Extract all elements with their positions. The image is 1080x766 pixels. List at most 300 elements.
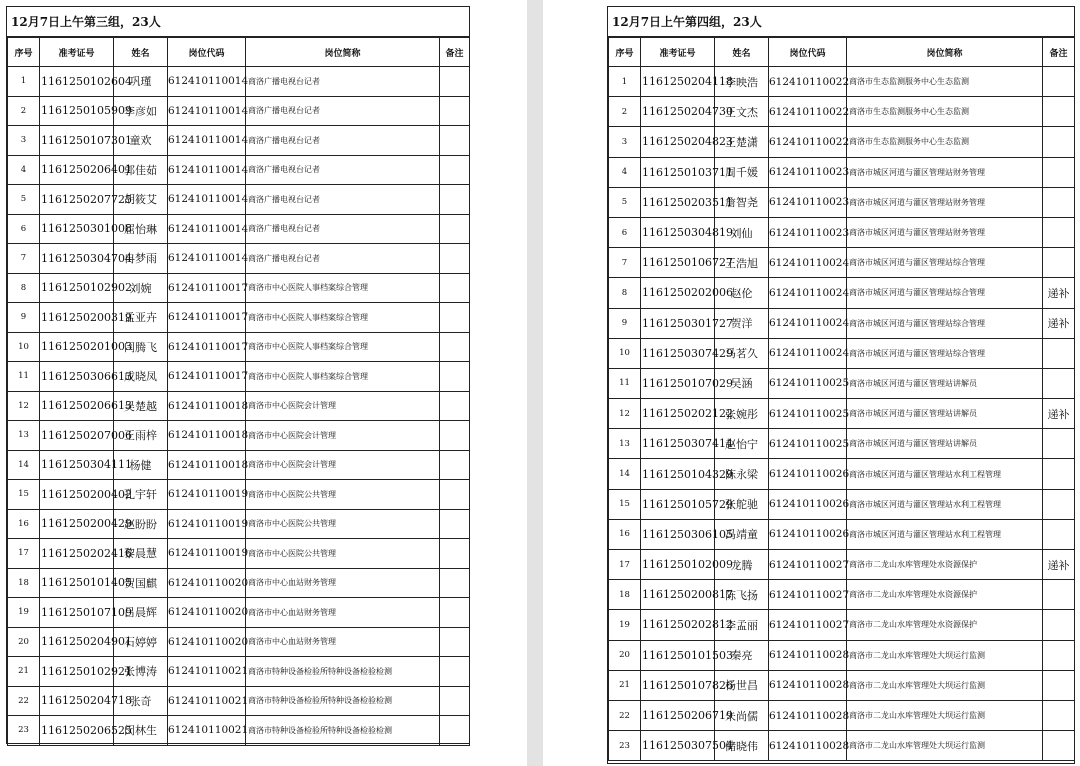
row-seq: 6: [8, 214, 40, 244]
header-seq: 序号: [609, 38, 641, 67]
row-exam-no: 1161250202812: [641, 610, 715, 640]
row-name: 秦亮: [715, 640, 769, 670]
row-name: 赵怡宁: [715, 429, 769, 459]
row-note: [440, 273, 470, 303]
row-seq: 16: [8, 509, 40, 539]
table-row: [609, 519, 1075, 549]
table-row: [609, 187, 1075, 217]
row-name: 成晓凤: [114, 362, 168, 392]
table-row: [609, 67, 1075, 97]
row-position: 商洛市二龙山水库管理处大坝运行监测: [847, 670, 1043, 700]
row-position-code: 612410110014: [168, 214, 246, 244]
row-exam-no: 1161250101405: [40, 568, 114, 598]
row-name: 刘婉: [114, 273, 168, 303]
row-seq: 22: [609, 700, 641, 730]
row-position-code: 612410110019: [168, 509, 246, 539]
row-position: 商洛市中心血站财务管理: [246, 568, 440, 598]
row-seq: 1: [8, 67, 40, 97]
row-note: [440, 568, 470, 598]
row-seq: 14: [609, 459, 641, 489]
row-position-code: 612410110017: [168, 332, 246, 362]
row-position: 商洛市二龙山水库管理处大坝运行监测: [847, 700, 1043, 730]
row-name: 郭佳茹: [114, 155, 168, 185]
row-position: 商洛市二龙山水库管理处水资源保护: [847, 610, 1043, 640]
row-position-code: 612410110024: [769, 248, 847, 278]
table-row: [8, 598, 470, 628]
row-exam-no: 1161250204823: [641, 127, 715, 157]
row-seq: 8: [8, 273, 40, 303]
table-row: [609, 278, 1075, 308]
row-note: [440, 332, 470, 362]
row-name: 孔宇轩: [114, 480, 168, 510]
row-note: [440, 686, 470, 716]
row-exam-no: 1161250102921: [40, 657, 114, 687]
row-exam-no: 1161250203511: [641, 187, 715, 217]
row-position: 商洛广播电视台记者: [246, 185, 440, 215]
row-position-code: 612410110021: [168, 716, 246, 746]
row-seq: 11: [8, 362, 40, 392]
row-position-code: 612410110027: [769, 580, 847, 610]
row-note: [440, 185, 470, 215]
row-exam-no: 1161250306613: [40, 362, 114, 392]
row-exam-no: 1161250304704: [40, 244, 114, 274]
table-row: [609, 489, 1075, 519]
table-row: [8, 509, 470, 539]
row-seq: 21: [609, 670, 641, 700]
row-name: 闫腾飞: [114, 332, 168, 362]
row-exam-no: 1161250202416: [40, 539, 114, 569]
table-row: [609, 429, 1075, 459]
row-position-code: 612410110022: [769, 127, 847, 157]
row-exam-no: 1161250200402: [40, 480, 114, 510]
row-note: [1043, 368, 1075, 398]
row-position: 商洛市中心医院会计管理: [246, 421, 440, 451]
row-position: 商洛市城区河道与灌区管理站水利工程管理: [847, 459, 1043, 489]
row-seq: 5: [609, 187, 641, 217]
row-name: 李彦如: [114, 96, 168, 126]
row-position: 商洛市生态监测服务中心生态监测: [847, 97, 1043, 127]
table-row: [609, 700, 1075, 730]
row-seq: 18: [609, 580, 641, 610]
row-position-code: 612410110021: [168, 686, 246, 716]
row-name: 王雨梓: [114, 421, 168, 451]
row-note: [440, 362, 470, 392]
row-note: [1043, 700, 1075, 730]
candidate-table: [7, 37, 470, 746]
table-row: [8, 273, 470, 303]
table-row: [8, 362, 470, 392]
row-exam-no: 1161250204118: [641, 67, 715, 97]
table-header-row: [8, 38, 470, 67]
row-position-code: 612410110014: [168, 96, 246, 126]
row-note: [1043, 519, 1075, 549]
row-note: [440, 480, 470, 510]
row-exam-no: 1161250206401: [40, 155, 114, 185]
row-position: 商洛市中心医院公共管理: [246, 509, 440, 539]
table-row: [8, 421, 470, 451]
row-exam-no: 1161250306105: [641, 519, 715, 549]
row-position-code: 612410110028: [769, 731, 847, 761]
row-position-code: 612410110028: [769, 700, 847, 730]
table-row: [609, 127, 1075, 157]
row-note: [440, 598, 470, 628]
row-name: 陈飞扬: [715, 580, 769, 610]
row-position: 商洛市城区河道与灌区管理站讲解员: [847, 399, 1043, 429]
row-seq: 3: [8, 126, 40, 156]
row-exam-no: 1161250104329: [641, 459, 715, 489]
table-row: [609, 670, 1075, 700]
row-name: 张奇: [114, 686, 168, 716]
row-name: 张舵驰: [715, 489, 769, 519]
row-note: [440, 450, 470, 480]
row-note: [1043, 157, 1075, 187]
row-name: 周千媛: [715, 157, 769, 187]
row-seq: 17: [609, 550, 641, 580]
row-note: [1043, 489, 1075, 519]
left-page: [0, 0, 527, 766]
row-position: 商洛广播电视台记者: [246, 244, 440, 274]
row-note: [440, 716, 470, 746]
row-note: [1043, 670, 1075, 700]
row-name: 吕晨辉: [114, 598, 168, 628]
row-seq: 10: [8, 332, 40, 362]
row-seq: 7: [8, 244, 40, 274]
row-exam-no: 1161250105729: [641, 489, 715, 519]
row-exam-no: 1161250107109: [40, 598, 114, 628]
row-position-code: 612410110014: [168, 185, 246, 215]
row-note: [1043, 127, 1075, 157]
row-position-code: 612410110014: [168, 67, 246, 97]
row-position-code: 612410110017: [168, 362, 246, 392]
table-row: [8, 303, 470, 333]
row-exam-no: 1161250301008: [40, 214, 114, 244]
table-row: [8, 686, 470, 716]
row-exam-no: 1161250102009: [641, 550, 715, 580]
row-exam-no: 1161250107826: [641, 670, 715, 700]
row-exam-no: 1161250106727: [641, 248, 715, 278]
row-name: 吴楚越: [114, 391, 168, 421]
row-seq: 23: [8, 716, 40, 746]
row-note: 递补: [1043, 278, 1075, 308]
row-exam-no: 1161250102902: [40, 273, 114, 303]
row-position: 商洛市二龙山水库管理处水资源保护: [847, 550, 1043, 580]
table-body: [8, 67, 470, 746]
table-row: [609, 731, 1075, 761]
header-code: 岗位代码: [769, 38, 847, 67]
row-position: 商洛市二龙山水库管理处大坝运行监测: [847, 731, 1043, 761]
row-name: 孟亚卉: [114, 303, 168, 333]
row-exam-no: 1161250103711: [641, 157, 715, 187]
row-exam-no: 1161250105909: [40, 96, 114, 126]
header-name: 姓名: [114, 38, 168, 67]
header-seq: 序号: [8, 38, 40, 67]
table-row: [609, 550, 1075, 580]
row-position: 商洛市城区河道与灌区管理站讲解员: [847, 429, 1043, 459]
row-name: 冯靖童: [715, 519, 769, 549]
row-seq: 2: [8, 96, 40, 126]
row-position-code: 612410110020: [168, 568, 246, 598]
row-seq: 7: [609, 248, 641, 278]
row-note: [440, 155, 470, 185]
row-note: [440, 421, 470, 451]
row-name: 屈怡琳: [114, 214, 168, 244]
row-position-code: 612410110026: [769, 519, 847, 549]
row-name: 杨健: [114, 450, 168, 480]
row-seq: 10: [609, 338, 641, 368]
row-position: 商洛广播电视台记者: [246, 214, 440, 244]
row-note: 递补: [1043, 399, 1075, 429]
row-position-code: 612410110022: [769, 97, 847, 127]
row-note: [1043, 248, 1075, 278]
row-exam-no: 1161250206613: [40, 391, 114, 421]
row-note: [1043, 429, 1075, 459]
row-seq: 4: [609, 157, 641, 187]
row-seq: 1: [609, 67, 641, 97]
row-position: 商洛市中心医院人事档案综合管理: [246, 362, 440, 392]
row-position: 商洛市中心医院公共管理: [246, 480, 440, 510]
row-exam-no: 1161250202122: [641, 399, 715, 429]
table-body: [609, 67, 1075, 761]
row-note: [440, 96, 470, 126]
table-row: [8, 657, 470, 687]
header-note: 备注: [440, 38, 470, 67]
row-seq: 21: [8, 657, 40, 687]
row-seq: 4: [8, 155, 40, 185]
row-position: 商洛市城区河道与灌区管理站财务管理: [847, 217, 1043, 247]
row-position: 商洛市城区河道与灌区管理站综合管理: [847, 308, 1043, 338]
row-position-code: 612410110018: [168, 421, 246, 451]
row-position: 商洛市中心医院会计管理: [246, 391, 440, 421]
header-note: 备注: [1043, 38, 1075, 67]
row-position-code: 612410110024: [769, 338, 847, 368]
row-position: 商洛市中心医院公共管理: [246, 539, 440, 569]
table-row: [609, 399, 1075, 429]
row-position-code: 612410110027: [769, 610, 847, 640]
row-position: 商洛市中心医院人事档案综合管理: [246, 332, 440, 362]
row-name: 童欢: [114, 126, 168, 156]
table-row: [609, 308, 1075, 338]
table-row: [609, 610, 1075, 640]
row-position-code: 612410110017: [168, 273, 246, 303]
right-page: [543, 0, 1080, 766]
row-seq: 11: [609, 368, 641, 398]
row-note: [440, 67, 470, 97]
table-row: [609, 368, 1075, 398]
row-exam-no: 1161250206719: [641, 700, 715, 730]
row-note: [1043, 187, 1075, 217]
row-position-code: 612410110018: [168, 450, 246, 480]
row-position-code: 612410110023: [769, 157, 847, 187]
row-position-code: 612410110014: [168, 126, 246, 156]
row-note: [1043, 97, 1075, 127]
table-row: [8, 185, 470, 215]
row-note: [1043, 580, 1075, 610]
row-position: 商洛广播电视台记者: [246, 96, 440, 126]
table-row: [8, 568, 470, 598]
row-seq: 13: [609, 429, 641, 459]
row-name: 杨世昌: [715, 670, 769, 700]
row-position-code: 612410110024: [769, 278, 847, 308]
row-position: 商洛市中心医院人事档案综合管理: [246, 303, 440, 333]
table-row: [8, 391, 470, 421]
row-position: 商洛市城区河道与灌区管理站综合管理: [847, 338, 1043, 368]
table-row: [8, 539, 470, 569]
row-exam-no: 1161250101503: [641, 640, 715, 670]
row-position: 商洛市生态监测服务中心生态监测: [847, 67, 1043, 97]
row-note: [1043, 459, 1075, 489]
row-position-code: 612410110020: [168, 598, 246, 628]
row-position-code: 612410110017: [168, 303, 246, 333]
row-position: 商洛市中心医院会计管理: [246, 450, 440, 480]
table-row: [8, 155, 470, 185]
row-position: 商洛市特种设备检验所特种设备检验检测: [246, 686, 440, 716]
row-note: 递补: [1043, 308, 1075, 338]
row-name: 李映浩: [715, 67, 769, 97]
row-name: 刘仙: [715, 217, 769, 247]
row-exam-no: 1161250204718: [40, 686, 114, 716]
row-seq: 12: [609, 399, 641, 429]
row-position: 商洛市二龙山水库管理处水资源保护: [847, 580, 1043, 610]
table-row: [8, 627, 470, 657]
table-row: [8, 126, 470, 156]
header-position: 岗位简称: [847, 38, 1043, 67]
table-row: [8, 332, 470, 362]
row-seq: 17: [8, 539, 40, 569]
row-position-code: 612410110014: [168, 155, 246, 185]
row-position-code: 612410110019: [168, 480, 246, 510]
table-row: [8, 716, 470, 746]
row-position: 商洛市城区河道与灌区管理站综合管理: [847, 278, 1043, 308]
header-code: 岗位代码: [168, 38, 246, 67]
row-position-code: 612410110023: [769, 217, 847, 247]
row-position: 商洛市特种设备检验所特种设备检验检测: [246, 657, 440, 687]
group-title: 12月7日上午第四组，23人: [608, 7, 1074, 37]
row-position-code: 612410110020: [168, 627, 246, 657]
row-seq: 2: [609, 97, 641, 127]
row-position: 商洛市城区河道与灌区管理站水利工程管理: [847, 489, 1043, 519]
row-name: 赵伦: [715, 278, 769, 308]
row-name: 李孟丽: [715, 610, 769, 640]
table-row: [609, 459, 1075, 489]
row-name: 黎晨慧: [114, 539, 168, 569]
row-seq: 19: [609, 610, 641, 640]
row-exam-no: 1161250307414: [641, 429, 715, 459]
page-gap: [527, 0, 543, 766]
row-exam-no: 1161250307504: [641, 731, 715, 761]
row-seq: 20: [609, 640, 641, 670]
row-name: 王文杰: [715, 97, 769, 127]
row-name: 张婉彤: [715, 399, 769, 429]
row-position: 商洛市中心血站财务管理: [246, 627, 440, 657]
row-position-code: 612410110026: [769, 459, 847, 489]
row-name: 朱尚儒: [715, 700, 769, 730]
row-exam-no: 1161250201003: [40, 332, 114, 362]
row-name: 王浩旭: [715, 248, 769, 278]
row-position-code: 612410110028: [769, 670, 847, 700]
row-note: 递补: [1043, 550, 1075, 580]
row-note: [440, 657, 470, 687]
row-position: 商洛广播电视台记者: [246, 67, 440, 97]
row-exam-no: 1161250202006: [641, 278, 715, 308]
row-name: 石婷婷: [114, 627, 168, 657]
table-row: [609, 217, 1075, 247]
row-seq: 9: [8, 303, 40, 333]
row-position-code: 612410110023: [769, 187, 847, 217]
row-note: [440, 244, 470, 274]
row-position-code: 612410110022: [769, 67, 847, 97]
row-exam-no: 1161250200429: [40, 509, 114, 539]
row-seq: 6: [609, 217, 641, 247]
row-seq: 15: [8, 480, 40, 510]
row-position: 商洛市城区河道与灌区管理站水利工程管理: [847, 519, 1043, 549]
row-note: [440, 391, 470, 421]
row-seq: 20: [8, 627, 40, 657]
row-exam-no: 1161250307429: [641, 338, 715, 368]
candidate-table: [608, 37, 1075, 761]
row-note: [440, 627, 470, 657]
row-seq: 9: [609, 308, 641, 338]
row-seq: 19: [8, 598, 40, 628]
table-row: [609, 97, 1075, 127]
row-exam-no: 1161250107301: [40, 126, 114, 156]
table-header-row: [609, 38, 1075, 67]
row-exam-no: 1161250200817: [641, 580, 715, 610]
row-name: 陈永梁: [715, 459, 769, 489]
row-exam-no: 1161250206525: [40, 716, 114, 746]
row-name: 王楚潇: [715, 127, 769, 157]
row-position-code: 612410110025: [769, 368, 847, 398]
row-note: [440, 303, 470, 333]
header-name: 姓名: [715, 38, 769, 67]
row-note: [1043, 640, 1075, 670]
table-row: [8, 480, 470, 510]
table-row: [609, 248, 1075, 278]
row-seq: 8: [609, 278, 641, 308]
row-seq: 22: [8, 686, 40, 716]
row-position: 商洛广播电视台记者: [246, 155, 440, 185]
row-position: 商洛市城区河道与灌区管理站财务管理: [847, 157, 1043, 187]
row-position-code: 612410110025: [769, 399, 847, 429]
table-row: [8, 214, 470, 244]
row-name: 闵林生: [114, 716, 168, 746]
row-name: 吴涵: [715, 368, 769, 398]
row-exam-no: 1161250200319: [40, 303, 114, 333]
row-note: [1043, 217, 1075, 247]
row-exam-no: 1161250107029: [641, 368, 715, 398]
row-position-code: 612410110026: [769, 489, 847, 519]
row-name: 冉梦雨: [114, 244, 168, 274]
row-name: 贺洋: [715, 308, 769, 338]
row-exam-no: 1161250204730: [641, 97, 715, 127]
row-note: [1043, 610, 1075, 640]
row-note: [440, 126, 470, 156]
table-row: [8, 244, 470, 274]
header-exam-no: 准考证号: [641, 38, 715, 67]
table-row: [8, 96, 470, 126]
row-seq: 18: [8, 568, 40, 598]
row-seq: 13: [8, 421, 40, 451]
row-position: 商洛市中心血站财务管理: [246, 598, 440, 628]
row-exam-no: 1161250207006: [40, 421, 114, 451]
row-name: 马茗久: [715, 338, 769, 368]
row-seq: 23: [609, 731, 641, 761]
table-row: [8, 67, 470, 97]
row-position-code: 612410110025: [769, 429, 847, 459]
row-position: 商洛市城区河道与灌区管理站财务管理: [847, 187, 1043, 217]
row-exam-no: 1161250304819: [641, 217, 715, 247]
row-seq: 3: [609, 127, 641, 157]
row-exam-no: 1161250304111: [40, 450, 114, 480]
